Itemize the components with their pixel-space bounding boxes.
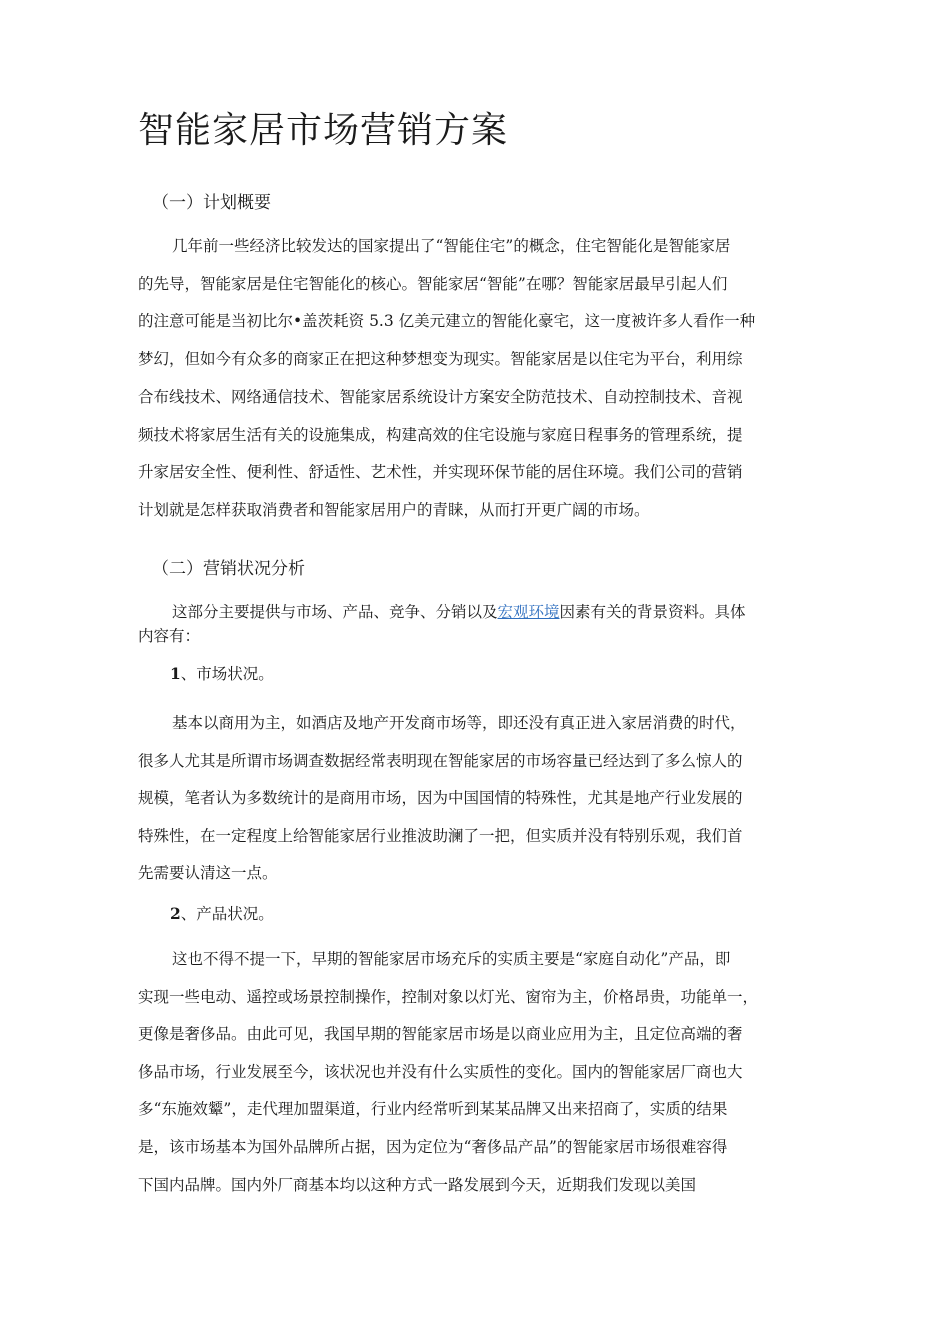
paragraph-line: 是，该市场基本为国外品牌所占据，因为定位为“奢侈品产品”的智能家居市场很难容得 (138, 1137, 728, 1156)
paragraph-product-status (138, 941, 818, 1204)
paragraph-line: 计划就是怎样获取消费者和智能家居用户的青睐，从而打开更广阔的市场。 (138, 500, 650, 519)
paragraph-line: 升家居安全性、便利性、舒适性、艺术性，并实现环保节能的居住环境。我们公司的营销 (138, 463, 743, 482)
paragraph-market-status (138, 705, 818, 893)
paragraph-analysis-intro (138, 600, 818, 648)
paragraph-line: 的先导，智能家居是住宅智能化的核心。智能家居“智能”在哪？智能家居最早引起人们 (138, 274, 728, 293)
paragraph-line: 这也不得不提一下，早期的智能家居市场充斥的实质主要是“家庭自动化”产品，即 (172, 950, 731, 968)
paragraph-line: 多“东施效颦”，走代理加盟渠道，行业内经常听到某某品牌又出来招商了，实质的结果 (138, 1100, 728, 1119)
subheading-label: 、市场状况。 (180, 665, 274, 683)
intro-text: 这部分主要提供与市场、产品、竞争、分销以及 (172, 603, 498, 621)
paragraph-line: 下国内品牌。国内外厂商基本均以这种方式一路发展到今天，近期我们发现以美国 (138, 1175, 697, 1194)
paragraph-line: 更像是奢侈品。由此可见，我国早期的智能家居市场是以商业应用为主，且定位高端的奢 (138, 1025, 743, 1044)
paragraph-plan-summary (138, 228, 818, 530)
paragraph-line: 几年前一些经济比较发达的国家提出了“智能住宅”的概念，住宅智能化是智能家居 (172, 237, 731, 255)
paragraph-line: 很多人尤其是所谓市场调查数据经常表明现在智能家居的市场容量已经达到了多么惊人的 (138, 751, 743, 770)
paragraph-line: 梦幻，但如今有众多的商家正在把这种梦想变为现实。智能家居是以住宅为平台，利用综 (138, 350, 743, 369)
subheading-product-status (170, 902, 274, 924)
section-heading-marketing-analysis: （二）营销状况分析 (152, 559, 305, 579)
paragraph-line: 先需要认清这一点。 (138, 864, 278, 882)
subheading-number: 2 (170, 904, 181, 923)
paragraph-line: 内容有： (138, 627, 201, 645)
macro-environment-link[interactable]: 宏观环境 (497, 603, 560, 621)
intro-text: 因素有关的背景资料。具体 (559, 603, 746, 621)
paragraph-line: 实现一些电动、遥控或场景控制操作，控制对象以灯光、窗帘为主，价格昂贵，功能单一， (138, 987, 759, 1006)
paragraph-line: 特殊性，在一定程度上给智能家居行业推波助澜了一把，但实质并没有特别乐观，我们首 (138, 826, 743, 845)
paragraph-line: 规模，笔者认为多数统计的是商用市场，因为中国国情的特殊性，尤其是地产行业发展的 (138, 789, 743, 807)
paragraph-line: 频技术将家居生活有关的设施集成，构建高效的住宅设施与家庭日程事务的管理系统，提 (138, 425, 743, 444)
paragraph-line: 基本以商用为主，如酒店及地产开发商市场等，即还没有真正进入家居消费的时代， (172, 714, 746, 732)
section-heading-plan-summary: （一）计划概要 (152, 193, 271, 213)
paragraph-line: 侈品市场，行业发展至今，该状况也并没有什么实质性的变化。国内的智能家居厂商也大 (138, 1062, 743, 1081)
subheading-number: 1 (170, 664, 181, 683)
subheading-market-status (170, 662, 274, 684)
paragraph-line (138, 600, 818, 624)
subheading-label: 、产品状况。 (180, 905, 274, 923)
paragraph-line: 合布线技术、网络通信技术、智能家居系统设计方案安全防范技术、自动控制技术、音视 (138, 387, 743, 406)
paragraph-line: 的注意可能是当初比尔•盖茨耗资 5.3 亿美元建立的智能化豪宅，这一度被许多人看作一种 (138, 312, 756, 331)
document-title: 智能家居市场营销方案 (138, 110, 509, 151)
